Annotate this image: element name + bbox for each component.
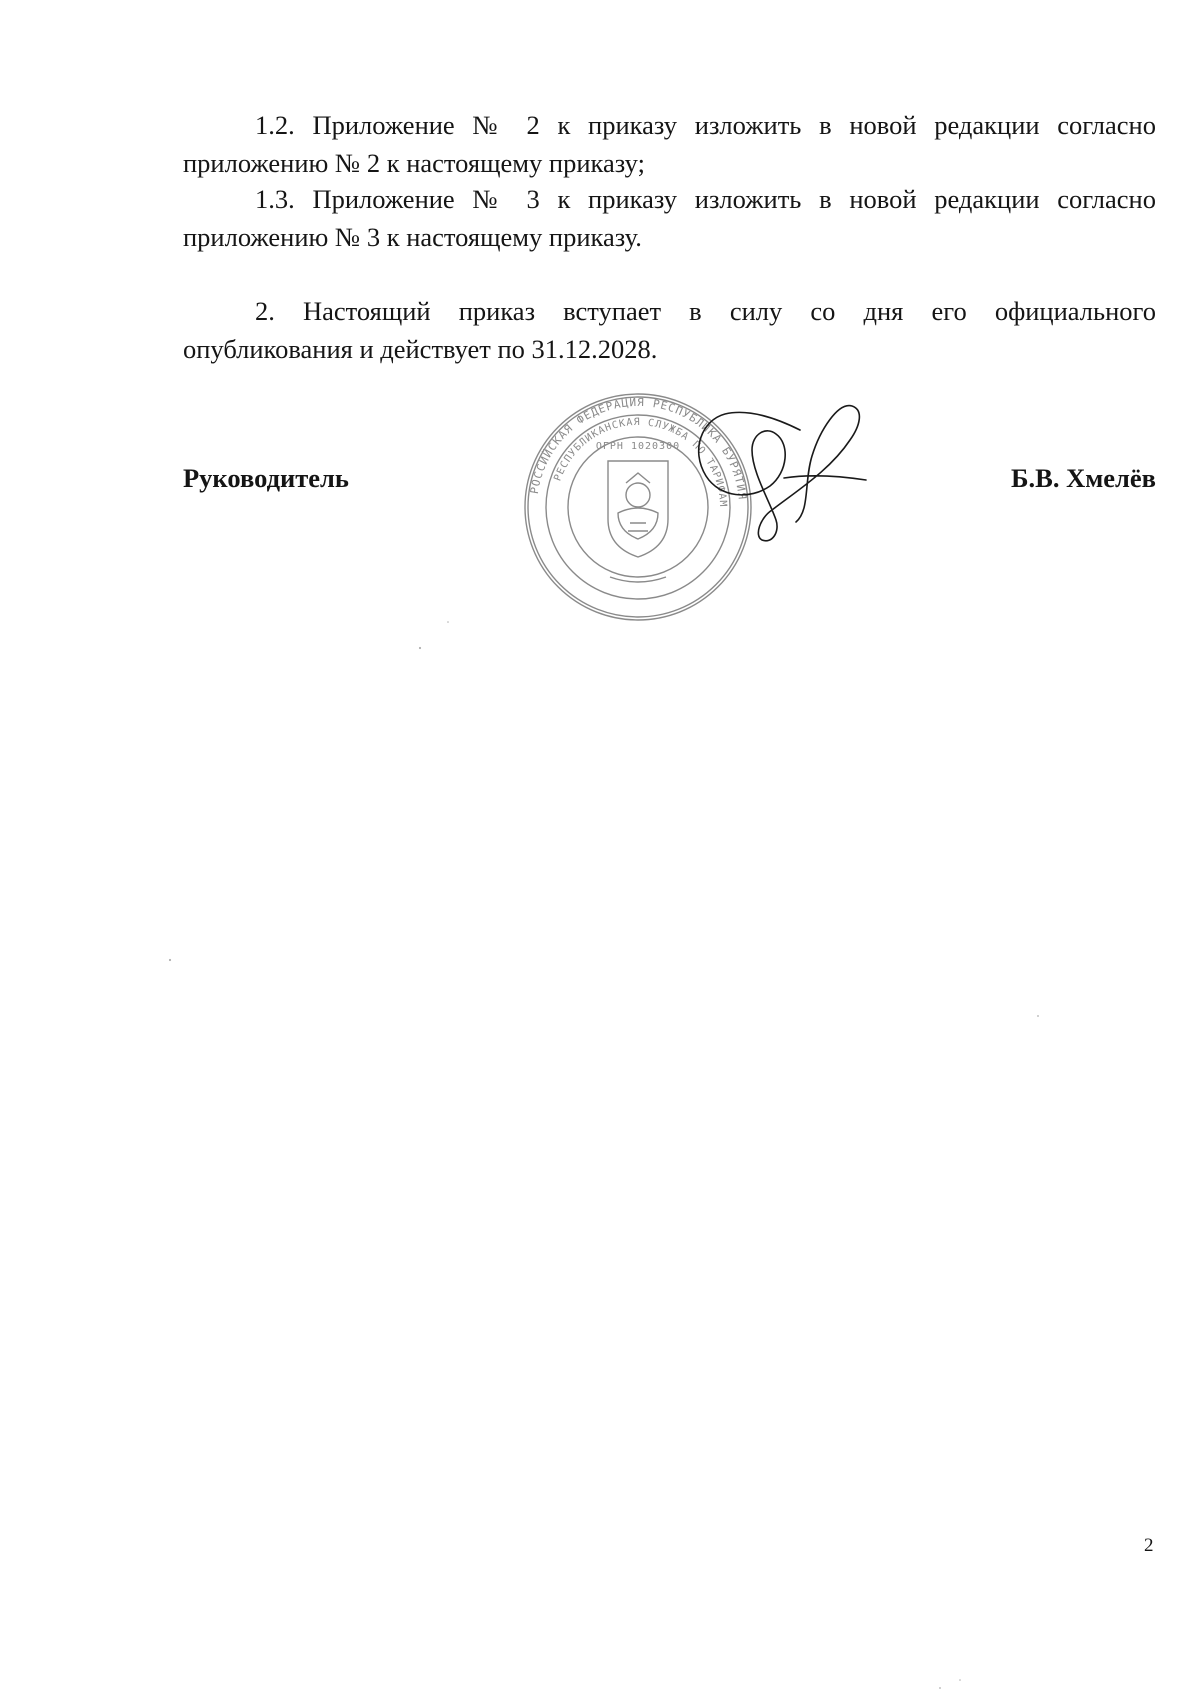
page-number: 2 bbox=[1144, 1535, 1154, 1556]
signature-stroke bbox=[699, 406, 866, 541]
paragraph-line: 1.3. Приложение № 3 к приказу изложить в новой редакции согласно bbox=[255, 184, 1156, 214]
paragraph-line: приложению № 2 к настоящему приказу; bbox=[183, 148, 645, 178]
seal-ogrn-text: ОГРН 1020300 bbox=[595, 441, 681, 452]
paragraph-effective-date bbox=[183, 292, 1156, 368]
signatory-name: Б.В. Хмелёв bbox=[1011, 463, 1156, 493]
paragraph-line: опубликования и действует по 31.12.2028. bbox=[183, 334, 658, 364]
handwritten-signature bbox=[680, 390, 880, 550]
seal-bottom-ornament bbox=[610, 577, 666, 582]
signatory-position: Руководитель bbox=[183, 463, 349, 493]
paragraph-line: 2. Настоящий приказ вступает в силу со дня его официального bbox=[255, 296, 1156, 326]
seal-emblem-icon bbox=[608, 461, 668, 557]
paragraph-appendix-2 bbox=[183, 106, 1156, 182]
paragraph-appendix-3 bbox=[183, 180, 1156, 256]
seal-outer-text: РОССИЙСКАЯ ФЕДЕРАЦИЯ РЕСПУБЛИКА БУРЯТИЯ bbox=[527, 395, 749, 501]
paragraph-line: приложению № 3 к настоящему приказу. bbox=[183, 222, 642, 252]
paragraph-line: 1.2. Приложение № 2 к приказу изложить в новой редакции согласно bbox=[255, 110, 1156, 140]
seal-inner-text: РЕСПУБЛИКАНСКАЯ СЛУЖБА ПО ТАРИФАМ bbox=[552, 416, 729, 508]
